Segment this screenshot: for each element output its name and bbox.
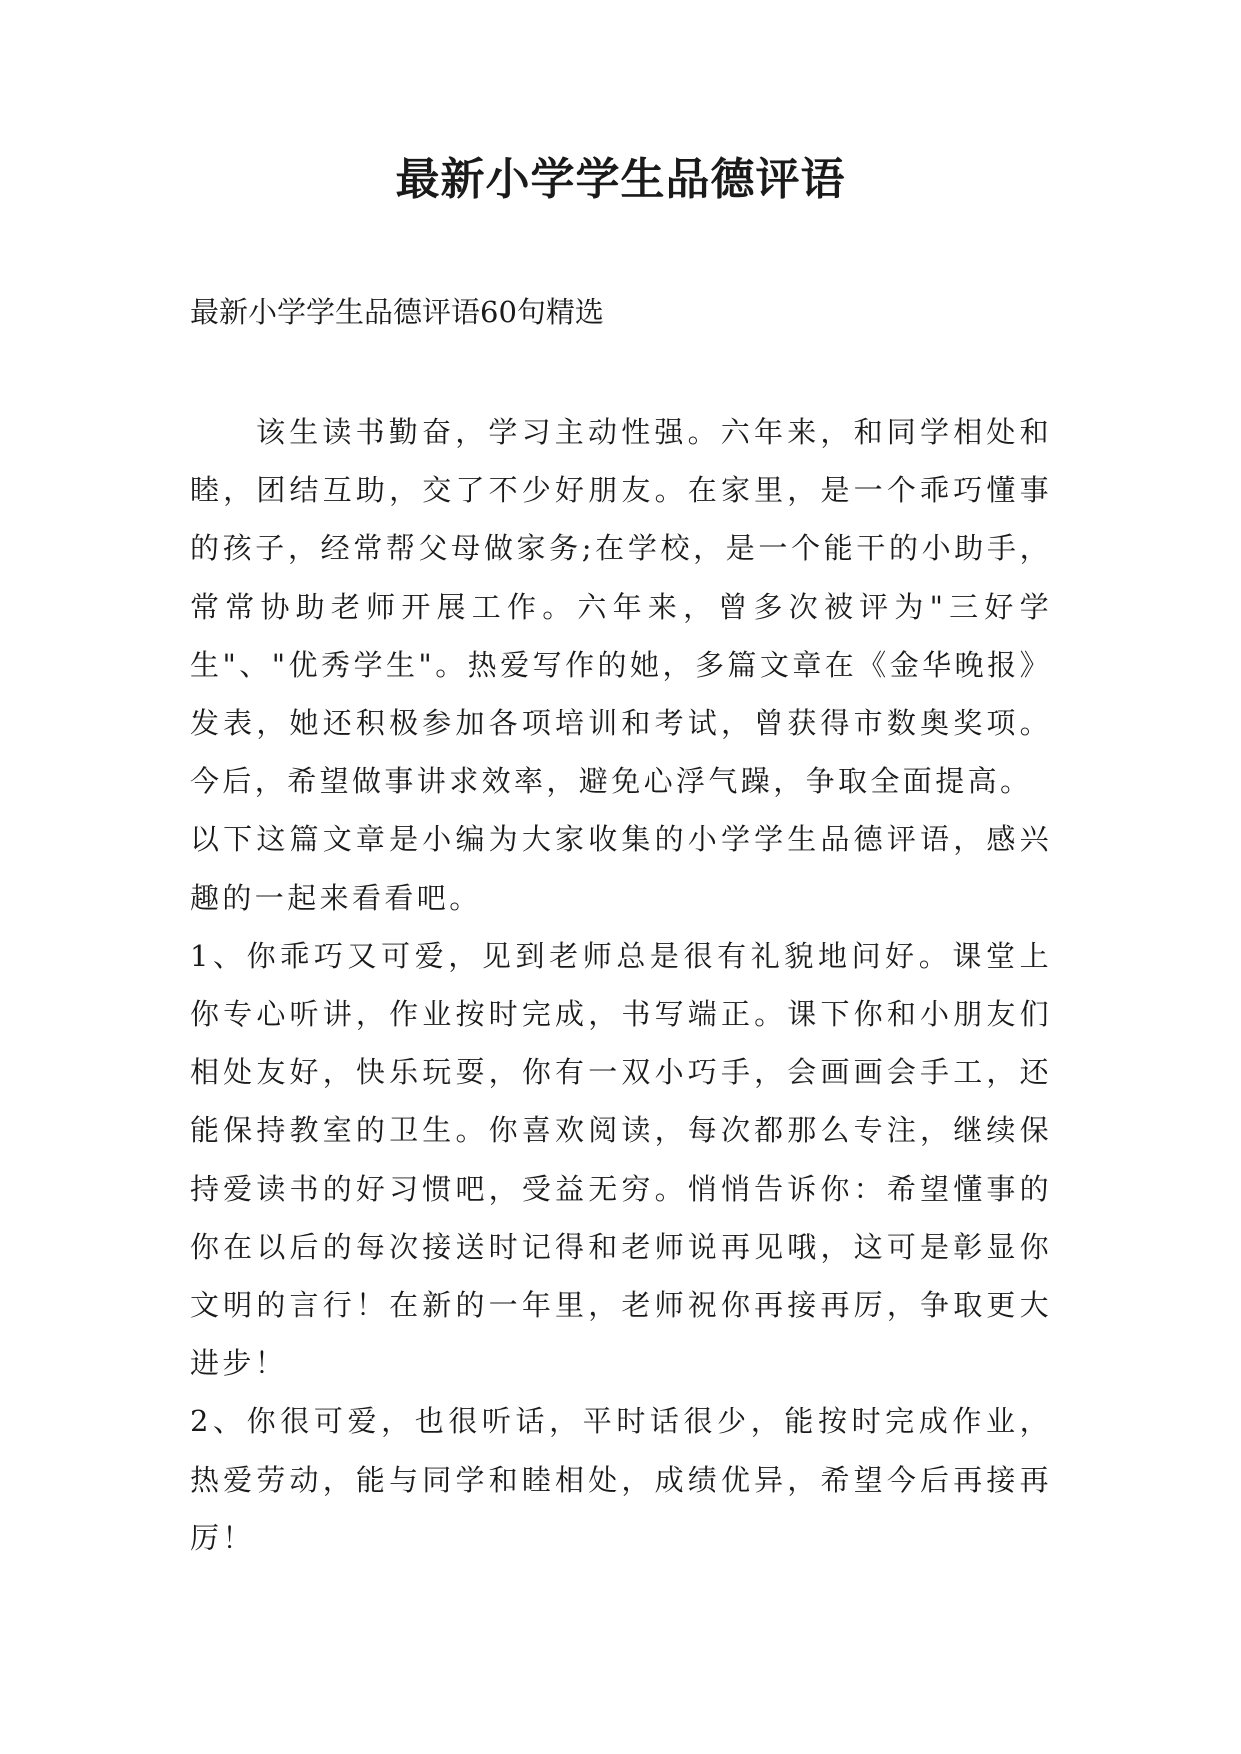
document-subtitle: 最新小学学生品德评语60句精选 <box>190 295 604 329</box>
paragraph-student-comment: 该生读书勤奋，学习主动性强。六年来，和同学相处和睦，团结互助，交了不少好朋友。在家里，是一个乖巧懂事的孩子，经常帮父母做家务;在学校，是一个能干的小助手，常常协助老师开展工作。六年来，曾多次被评为"三好学生"、"优秀学生"。热爱写作的她，多篇文章在《金华晚报》发表，她还积极参加各项培训和考试，曾获得市数奥奖项。今后，希望做事讲求效率，避免心浮气躁，争取全面提高。 <box>190 415 1052 799</box>
document-body <box>190 403 1052 1567</box>
document-title: 最新小学学生品德评语 <box>395 154 846 205</box>
paragraph-comment-1: 1、你乖巧又可爱，见到老师总是很有礼貌地问好。课堂上你专心听讲，作业按时完成，书写端正。课下你和小朋友们相处友好，快乐玩耍，你有一双小巧手，会画画会手工，还能保持教室的卫生。你喜欢阅读，每次都那么专注，继续保持爱读书的好习惯吧，受益无穷。悄悄告诉你：希望懂事的你在以后的每次接送时记得和老师说再见哦，这可是彰显你文明的言行！在新的一年里，老师祝你再接再厉，争取更大进步！ <box>190 938 1052 1381</box>
paragraph-comment-2: 2、你很可爱，也很听话，平时话很少，能按时完成作业，热爱劳动，能与同学和睦相处，成绩优异，希望今后再接再厉！ <box>190 1404 1052 1555</box>
paragraph-intro: 以下这篇文章是小编为大家收集的小学学生品德评语，感兴趣的一起来看看吧。 <box>190 822 1052 915</box>
